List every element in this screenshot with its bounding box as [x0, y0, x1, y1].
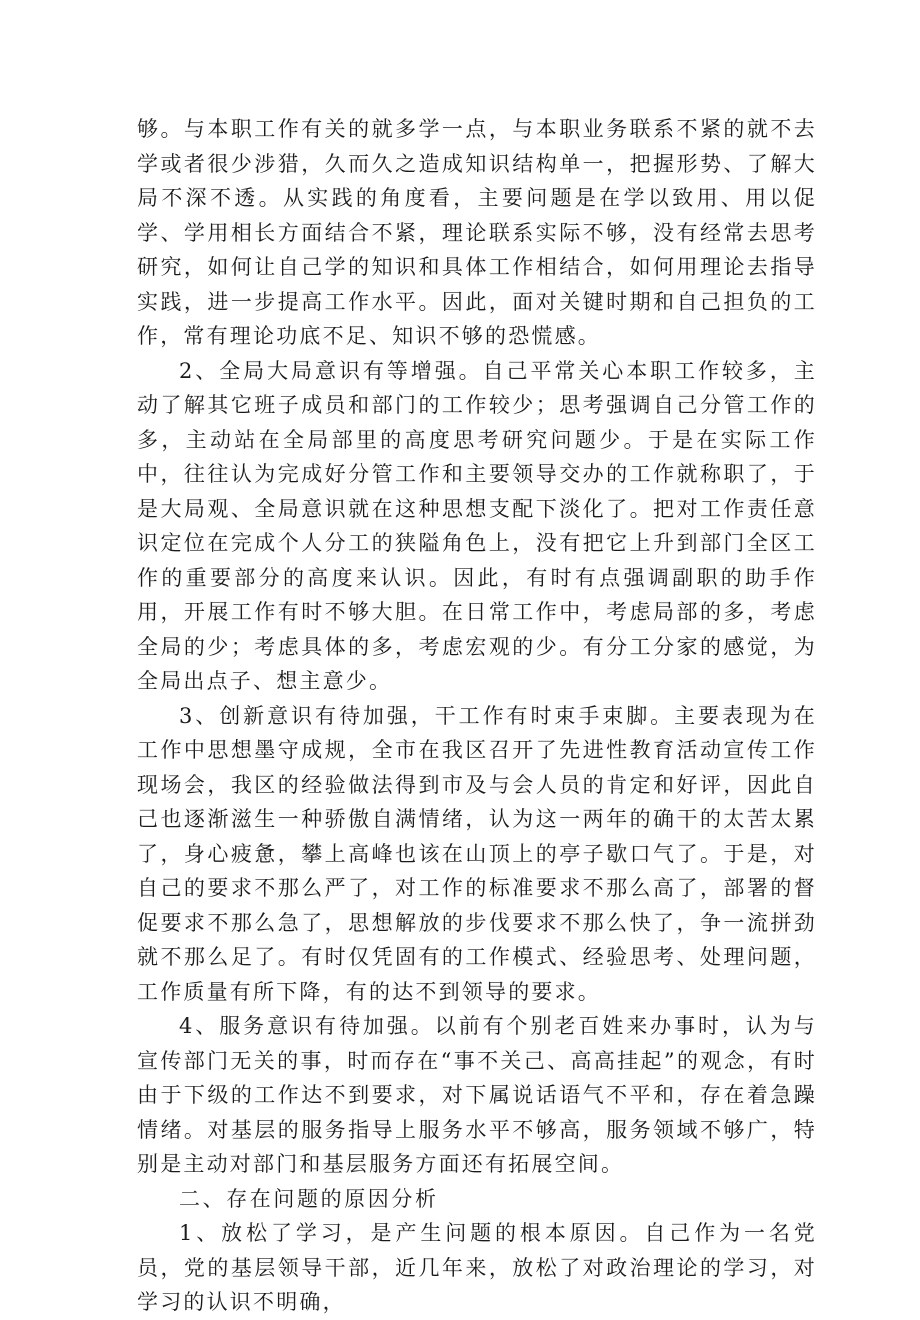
paragraph-item-2: 2、全局大局意识有等增强。自己平常关心本职工作较多，主动了解其它班子成员和部门的工作较少；思考强调自己分管工作的多，主动站在全局部里的高度思考研究问题少。于是在实际工作中，往往认为完成好分管工作和主要领导交办的工作就称职了，于是大局观、全局意识就在这种思想支配下淡化了。把对工作责任意识定位在完成个人分工的狭隘角色上，没有把它上升到部门全区工作的重要部分的高度来认识。因此，有时有点强调副职的助手作用，开展工作有时不够大胆。在日常工作中，考虑局部的多，考虑全局的少；考虑具体的多，考虑宏观的少。有分工分家的感觉，为全局出点子、想主意少。 [137, 358, 817, 693]
paragraph-continuation: 够。与本职工作有关的就多学一点，与本职业务联系不紧的就不去学或者很少涉猎，久而久之造成知识结构单一，把握形势、了解大局不深不透。从实践的角度看，主要问题是在学以致用、用以促学、学用相长方面结合不紧，理论联系实际不够，没有经常去思考研究，如何让自己学的知识和具体工作相结合，如何用理论去指导实践，进一步提高工作水平。因此，面对关键时期和自己担负的工作，常有理论功底不足、知识不够的恐慌感。 [137, 117, 817, 348]
paragraph-item-3: 3、创新意识有待加强，干工作有时束手束脚。主要表现为在工作中思想墨守成规，全市在我区召开了先进性教育活动宣传工作现场会，我区的经验做法得到市及与会人员的肯定和好评，因此自己也逐渐滋生一种骄傲自满情绪，认为这一两年的确干的太苦太累了，身心疲惫，攀上高峰也该在山顶上的亭子歇口气了。于是，对自己的要求不那么严了，对工作的标准要求不那么高了，部署的督促要求不那么急了，思想解放的步伐要求不那么快了，争一流拼劲就不那么足了。有时仅凭固有的工作模式、经验思考、处理问题，工作质量有所下降，有的达不到领导的要求。 [137, 703, 817, 1004]
document-body [137, 112, 817, 1320]
paragraph-item-4: 4、服务意识有待加强。以前有个别老百姓来办事时，认为与宣传部门无关的事，时而存在“事不关己、高高挂起”的观念，有时由于下级的工作达不到要求，对下属说话语气不平和，存在着急躁情绪。对基层的服务指导上服务水平不够高，服务领域不够广，特别是主动对部门和基层服务方面还有拓展空间。 [137, 1014, 817, 1176]
paragraph-cause-1: 1、放松了学习，是产生问题的根本原因。自己作为一名党员，党的基层领导干部，近几年来，放松了对政治理论的学习，对学习的认识不明确， [137, 1221, 817, 1314]
section-heading-cause-analysis: 二、存在问题的原因分析 [179, 1186, 439, 1211]
